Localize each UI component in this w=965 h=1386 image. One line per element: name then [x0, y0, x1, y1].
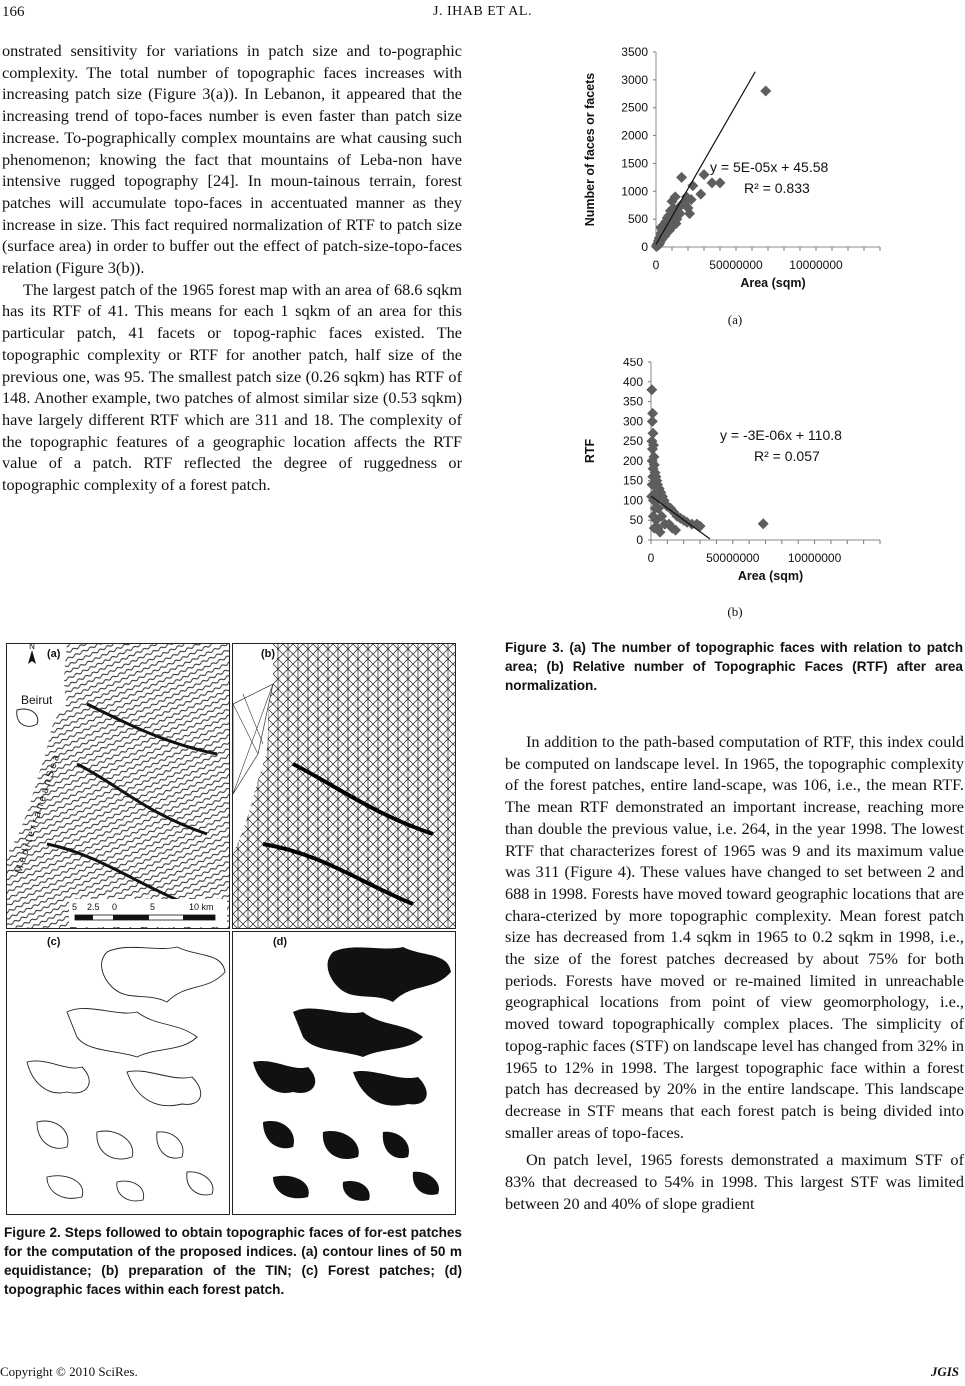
figure2-caption: Figure 2. Steps followed to obtain topographic faces of for-est patches for the computation of the proposed indices. (a) contour lines of 50 m equidistance; (b) preparation of the TIN; (c) Forest patches; (d) topographic faces within each forest patch. — [4, 1225, 462, 1297]
y-tick-label: 1500 — [621, 156, 648, 171]
y-tick-label: 500 — [627, 212, 648, 227]
panel-label-b: (b) — [261, 648, 276, 660]
data-point — [715, 177, 726, 188]
y-tick-label: 2500 — [621, 100, 648, 115]
data-point — [760, 86, 771, 97]
y-tick-label: 400 — [622, 374, 643, 389]
paragraph-4: On patch level, 1965 forests demonstrated a maximum STF of 83% that decreased to 54% in 1998. This largest STF was limited between 20 and 40% of slope gradient — [505, 1150, 964, 1213]
y-tick-label: 0 — [636, 533, 643, 547]
x-tick-label: 0 — [652, 258, 660, 272]
copyright-footer: Copyright © 2010 SciRes. — [0, 1364, 138, 1379]
y-tick-label: 200 — [622, 453, 643, 468]
svg-text:10 km: 10 km — [189, 902, 214, 912]
x-axis-title: Area (sqm) — [740, 276, 806, 290]
city-label: Beirut — [21, 693, 53, 707]
figure3-caption: Figure 3. (a) The number of topographic faces with relation to patch area; (b) Relative number of Topographic Faces (RTF) after area normalization. — [505, 640, 963, 693]
map-panel-b — [232, 643, 456, 929]
data-point — [687, 180, 698, 191]
y-tick-label: 1000 — [621, 184, 648, 199]
figure2-maps — [6, 643, 456, 1213]
svg-text:2.5: 2.5 — [87, 902, 100, 912]
map-panel-c — [6, 931, 230, 1215]
right-column-text — [505, 731, 964, 1214]
trend-equation: y = -3E-06x + 110.8 — [720, 427, 842, 443]
y-tick-label: 3000 — [621, 72, 648, 87]
paragraph-1: onstrated sensitivity for variations in patch size and to-pographic complexity. The total number of topographic faces increases with increasing patch size (Figure 3(a)). In Lebanon, it appeared that the increasing trend of topo-faces number is even faster than patch size increase. To-pographically complex mountains are what causing such phenomenon; knowing the fact that mountains of Leba-non have intensive rugged topography [24]. In moun-tainous terrain, forest patches will accumulate topo-faces in accentuated manner as they increase in size. This fact required normalization of RTF to patch size (surface area) in order to buffer out the effect of patch-size-topo-faces relation (Figure 3(b)). — [2, 41, 462, 278]
y-tick-label: 50 — [629, 513, 643, 528]
y-tick-label: 250 — [622, 434, 643, 449]
panel-label-c: (c) — [47, 936, 61, 948]
trend-equation: y = 5E-05x + 45.58 — [710, 159, 829, 175]
y-tick-label: 0 — [641, 240, 648, 254]
svg-text:5: 5 — [72, 902, 78, 912]
topographic-faces-map — [233, 932, 455, 1214]
data-point — [699, 169, 710, 180]
panel-label-a: (a) — [47, 648, 61, 660]
chart-faces-vs-area — [580, 42, 900, 302]
paragraph-3: In addition to the path-based computation of RTF, this index could be computed on landscape level. In 1965, the topographic complexity of the forest patches, entire land-scape, was 106, i.e., the mean RTF. The mean RTF demonstrated an important increase, reaching more than double the previous value, i.e. 264, in the year 1998. The lowest RTF that characterizes forest of 1965 was 9 and its maximum value was 311 (Figure 4). These values have changed to set between 2 and 688 in 1998. Forests have moved toward geographic locations that are chara-cterized by more topographic complexity. Mean forest patch size has decreased from 1.4 sqkm in 1965 to 0.2 sqkm in 1998, i.e., the size of the forest patches decreased by about 75% for both periods. Forests have moved or re-mained limited in unreachable geographical locations from point of view geomorphology, i.e., moved toward topographically complex places. The simplicity of topog-raphic faces (STF) on landscape level has changed from 32% in 1965 to 12% in 1998. The largest topographic face within a forest patch has decreased by 20% in the entire landscape. This landscape decrease in STF means that each forest patch is being divided into smaller areas of topo-faces. — [505, 732, 964, 1142]
r-squared: R² = 0.057 — [754, 448, 820, 464]
data-point — [647, 416, 658, 427]
figure3-sublabel-b: (b) — [727, 604, 743, 619]
forest-patches-map — [7, 932, 229, 1214]
y-axis-title: Number of faces or facets — [583, 72, 597, 227]
y-tick-label: 300 — [622, 414, 643, 429]
svg-text:5: 5 — [150, 902, 156, 912]
north-arrow-label: N — [29, 644, 35, 651]
data-point — [676, 172, 687, 183]
data-point — [695, 189, 706, 200]
svg-text:0: 0 — [112, 902, 118, 912]
y-tick-label: 450 — [622, 358, 643, 369]
y-tick-label: 150 — [622, 473, 643, 488]
left-column-text — [2, 40, 462, 496]
chart-rtf-vs-area — [580, 358, 900, 608]
y-tick-label: 350 — [622, 394, 643, 409]
y-tick-label: 3500 — [621, 45, 648, 59]
y-axis-title: RTF — [583, 438, 597, 464]
data-point — [646, 384, 657, 395]
running-head: J. IHAB ET AL. — [433, 4, 532, 19]
x-tick-label: 0 — [647, 551, 655, 565]
page-number: 166 — [2, 4, 25, 20]
figure3-sublabel-a: (a) — [727, 312, 743, 327]
map-panel-a — [6, 643, 230, 929]
data-point — [758, 518, 769, 529]
r-squared: R² = 0.833 — [744, 180, 810, 196]
contour-lines-map — [7, 644, 229, 928]
panel-label-d: (d) — [273, 936, 288, 948]
y-tick-label: 100 — [622, 493, 643, 508]
tin-map — [233, 644, 455, 928]
paragraph-2: The largest patch of the 1965 forest map with an area of 68.6 sqkm has its RTF of 41. This means for each 1 sqkm of an area for this particular patch, 41 facets or topog-raphic faces existed. The topographic complexity or RTF for another patch, half size of the previous one, was 95. The smallest patch size (0.26 sqkm) has RTF of 148. Another example, two patches of almost similar size (0.53 sqkm) have largely different RTF which are 311 and 18. The complexity of the topographic features of a geographic location affects the RTF value of a patch. RTF reflected the degree of ruggedness or topographic complexity of a forest patch. — [2, 279, 462, 495]
x-tick-label: 50000000 — [709, 258, 763, 272]
map-panel-d — [232, 931, 456, 1215]
x-tick-label: 50000000 — [706, 551, 760, 565]
x-axis-title: Area (sqm) — [737, 569, 804, 583]
x-tick-label: 10000000 — [787, 551, 842, 565]
sea-label: M e d i t e r r a n e a n S e a — [13, 753, 63, 875]
y-tick-label: 2000 — [621, 128, 648, 143]
x-tick-label: 10000000 — [789, 258, 843, 272]
journal-footer: JGIS — [930, 1364, 959, 1379]
